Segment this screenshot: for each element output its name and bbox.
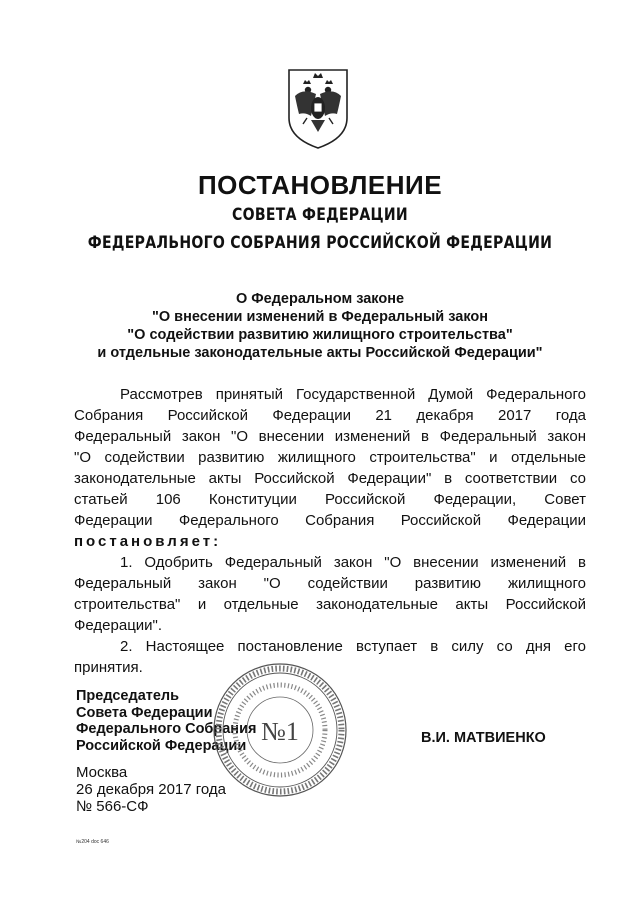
paragraph-line: законодательные акты Российской Федерации" в соответствии со xyxy=(74,470,586,487)
heading-line: "О внесении изменений в Федеральный закон xyxy=(152,309,488,325)
position-line: Российской Федерации xyxy=(76,737,247,754)
coat-of-arms-icon xyxy=(283,66,353,150)
document-heading xyxy=(60,290,580,362)
item-line: принятия. xyxy=(74,659,143,676)
heading-line: О Федеральном законе xyxy=(235,291,405,307)
city: Москва xyxy=(76,764,128,781)
heading-line: и отдельные законодательные акты Российской Федерации" xyxy=(97,345,543,361)
paragraph-line: Собрания Российской Федерации 21 декабря 2017 года xyxy=(74,407,586,424)
date: 26 декабря 2017 года xyxy=(76,781,227,798)
footer-code: №204 doc 646 xyxy=(76,839,109,845)
paragraph-line: Федерации Федерального Собрания Российской Федерации xyxy=(74,512,586,529)
official-stamp-icon xyxy=(210,660,350,800)
document-title: ПОСТАНОВЛЕНИЕ xyxy=(197,170,443,200)
item-line: строительства" и отдельные законодательные акты Российской xyxy=(74,596,586,613)
paragraph-line: статьей 106 Конституции Российской Федерации, Совет xyxy=(74,491,586,508)
place-and-date xyxy=(76,764,226,815)
position-line: Федерального Собрания xyxy=(76,721,257,737)
preamble-paragraph xyxy=(74,384,586,552)
paragraph-line: Федеральный закон "О внесении изменений в Федеральный закон xyxy=(74,428,586,445)
signatory-name: В.И. МАТВИЕНКО xyxy=(421,730,546,746)
decision-word: постановляет: xyxy=(74,533,222,550)
item-line: 2. Настоящее постановление вступает в силу со дня его xyxy=(120,638,586,655)
item-line: Федерации". xyxy=(74,617,163,634)
item-line: Федеральный закон "О содействии развитию жилищного xyxy=(74,575,586,592)
paragraph-line: Рассмотрев принятый Государственной Думой Федерального xyxy=(120,386,586,403)
issuer-line-2: ФЕДЕРАЛЬНОГО СОБРАНИЯ РОССИЙСКОЙ ФЕДЕРАЦИИ xyxy=(87,233,553,253)
issuer-line-1: СОВЕТА ФЕДЕРАЦИИ xyxy=(232,205,408,225)
item-line: 1. Одобрить Федеральный закон "О внесении изменений в xyxy=(120,554,586,571)
paragraph-line: "О содействии развитию жилищного строительства" и отдельные xyxy=(74,449,586,466)
stamp-number: №1 xyxy=(261,717,299,746)
document-number: № 566-СФ xyxy=(76,798,149,815)
position-line: Совета Федерации xyxy=(76,704,213,721)
heading-line: "О содействии развитию жилищного строительства" xyxy=(127,327,513,343)
position-line: Председатель xyxy=(76,688,180,704)
